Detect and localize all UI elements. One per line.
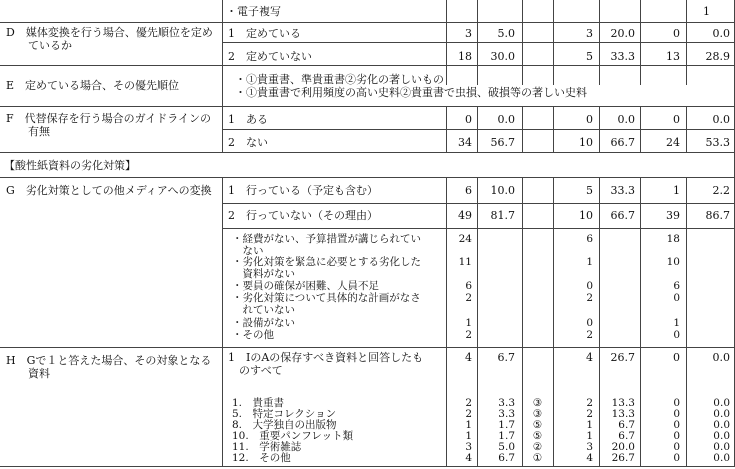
priority-line: ・①貴重書で利用頻度の高い史料②貴重書で虫損、破損等の著しい史料 [235, 86, 587, 99]
cell-count: 18 [458, 50, 472, 63]
cell-percent: 56.7 [490, 136, 515, 149]
priority-line: ・①貴重書、準貴重書②劣化の著しいもの [235, 73, 444, 86]
question-h-line1: H Gで１と答えた場合、その対象となる [6, 354, 212, 367]
row-label: 1 行っている（予定も含む） [228, 184, 378, 197]
cell-count: 1 [465, 419, 472, 431]
rank-mark: ③ [532, 397, 543, 409]
cell-count: 0 [586, 317, 593, 329]
cell-percent: 3.3 [498, 397, 515, 409]
cell-percent: 0.0 [713, 452, 730, 464]
cell-count: 1 [673, 317, 680, 329]
cell-percent: 20.0 [610, 27, 635, 40]
cell-percent: 10.0 [490, 184, 515, 197]
item-label: 12. その他 [232, 452, 291, 464]
cell-count: 1 [673, 184, 680, 197]
cell-percent: 28.9 [705, 50, 730, 63]
cell-count: 10 [579, 209, 593, 222]
cell-percent: 0.0 [497, 113, 515, 126]
cell-percent: 26.7 [611, 452, 635, 464]
cell-count: 0 [673, 430, 680, 442]
cell-count: 0 [673, 113, 680, 126]
cell-count: 0 [586, 113, 593, 126]
cell-percent: 13.3 [611, 408, 635, 420]
rule [222, 0, 223, 152]
cell-count: 0 [673, 419, 680, 431]
cell-count: 10 [666, 256, 680, 268]
rank-mark: ① [532, 452, 543, 464]
reason-line: れていない [232, 304, 295, 316]
question-g: G 劣化対策としての他メディアへの変換 [6, 184, 212, 197]
section-heading: 【酸性紙資料の劣化対策】 [4, 159, 136, 172]
cell-percent: 1.7 [498, 419, 515, 431]
row-label: 2 行っていない（その理由） [228, 209, 378, 222]
cell-percent: 0.0 [713, 430, 730, 442]
cell-count: 2 [586, 408, 593, 420]
item-label: 5. 特定コレクション [232, 408, 337, 420]
cell-count: 3 [465, 27, 472, 40]
cell-percent: 3.3 [498, 408, 515, 420]
rule [222, 177, 223, 467]
cell-percent: 0.0 [713, 441, 730, 453]
rule [222, 42, 735, 43]
cell-percent: 0.0 [617, 113, 635, 126]
cell-count: 1 [586, 430, 593, 442]
cell-count: 0 [673, 329, 680, 341]
cell-percent: 86.7 [705, 209, 730, 222]
cell-percent: 33.3 [610, 184, 635, 197]
cell-percent: 0.0 [713, 419, 730, 431]
cell-count: 0 [673, 397, 680, 409]
rule [0, 466, 735, 467]
reason-line: ・経費がない、予算措置が講じられてい [232, 233, 421, 245]
rule [0, 347, 735, 348]
cell-count: 4 [586, 351, 593, 364]
rule [686, 0, 687, 85]
cell-percent: 6.7 [498, 452, 515, 464]
cell-count: 10 [579, 136, 593, 149]
cell-count: 18 [666, 233, 680, 245]
question-e: E 定めている場合、その優先順位 [6, 79, 180, 92]
cell-count: 34 [458, 136, 472, 149]
rank-mark: ② [532, 441, 543, 453]
rank-mark: ⑤ [532, 419, 543, 431]
cell-percent: 1.7 [498, 430, 515, 442]
question-d-line1: D 媒体変換を行う場合、優先順位を定め [6, 26, 213, 39]
cell-count: 1 [465, 317, 472, 329]
row-label: 1 定めている [228, 27, 301, 40]
cell-count: 1 [586, 256, 593, 268]
reason-line: ない [232, 245, 264, 257]
cell-count: 24 [666, 136, 680, 149]
cell-percent: 66.7 [610, 136, 635, 149]
reason-line: ・劣化対策を緊急に必要とする劣化した [232, 256, 421, 268]
cell-count: 0 [673, 408, 680, 420]
rule [0, 106, 735, 107]
question-h-line2: 資料 [6, 367, 50, 380]
cell-percent: 13.3 [611, 397, 635, 409]
cell-percent: 0.0 [713, 408, 730, 420]
cell-percent: 26.7 [610, 351, 635, 364]
question-f-line2: 有無 [6, 125, 50, 138]
cell-count: 0 [673, 441, 680, 453]
cell-count: 3 [586, 441, 593, 453]
cell-count: 1 [586, 419, 593, 431]
reason-line: ・その他 [232, 329, 274, 341]
cell-percent: 6.7 [618, 419, 635, 431]
rule [477, 0, 478, 85]
rule [0, 177, 735, 178]
reason-line: 資料がない [232, 268, 295, 280]
cell-percent: 0.0 [712, 27, 730, 40]
rule [0, 65, 735, 66]
question-d-line2: ているか [6, 39, 72, 52]
cell-count: 0 [465, 113, 472, 126]
cell-percent: 0.0 [713, 397, 730, 409]
reason-line: ・劣化対策について具体的な計画がなさ [232, 292, 421, 304]
cell-count: 4 [465, 452, 472, 464]
rule [640, 0, 641, 85]
cell-count: 5 [586, 50, 593, 63]
cell-count: 2 [586, 292, 593, 304]
item-label: 8. 大学独自の出版物 [232, 419, 337, 431]
cell-percent: 30.0 [490, 50, 515, 63]
reason-line: ・設備がない [232, 317, 295, 329]
cell-count: 11 [458, 256, 472, 268]
rule [522, 0, 523, 85]
cell-count: 2 [465, 292, 472, 304]
cell-count: 2 [465, 397, 472, 409]
cell-count: 24 [458, 233, 472, 245]
cell-count: 3 [465, 441, 472, 453]
cell-count: 2 [465, 329, 472, 341]
cell-count: 0 [673, 292, 680, 304]
cell-count: 6 [586, 233, 593, 245]
rule [0, 22, 735, 23]
row-label: 1 ⅠのAの保存すべき資料と回答したも [228, 351, 424, 364]
cell-count: 0 [673, 452, 680, 464]
rank-mark: ③ [532, 408, 543, 420]
cell-percent: 6.7 [497, 351, 515, 364]
question-f-line1: F 代替保存を行う場合のガイドラインの [6, 112, 211, 125]
top-item-value: 1 [703, 5, 710, 18]
cell-percent: 2.2 [712, 184, 730, 197]
rule [222, 129, 735, 130]
item-label: 10. 重要パンフレット類 [232, 430, 354, 442]
item-label: 11. 学術雑誌 [232, 441, 302, 453]
cell-count: 49 [458, 209, 472, 222]
rule [599, 0, 600, 85]
row-label: 1 ある [228, 113, 268, 126]
rule [222, 228, 735, 229]
top-item-label: ・電子複写 [226, 5, 281, 18]
cell-percent: 33.3 [610, 50, 635, 63]
row-label: のすべて [228, 364, 283, 377]
cell-count: 1 [465, 430, 472, 442]
cell-count: 6 [465, 184, 472, 197]
cell-count: 2 [465, 408, 472, 420]
cell-count: 13 [666, 50, 680, 63]
cell-percent: 5.0 [498, 441, 515, 453]
cell-count: 39 [666, 209, 680, 222]
cell-count: 6 [465, 280, 472, 292]
cell-count: 2 [586, 397, 593, 409]
cell-count: 6 [673, 280, 680, 292]
rank-mark: ⑤ [532, 430, 543, 442]
cell-count: 5 [586, 184, 593, 197]
cell-percent: 66.7 [610, 209, 635, 222]
reason-line: ・要員の確保が困難、人員不足 [232, 280, 379, 292]
rule [0, 152, 735, 153]
rule [522, 106, 523, 152]
cell-percent: 6.7 [618, 430, 635, 442]
cell-percent: 0.0 [712, 113, 730, 126]
cell-count: 0 [673, 351, 680, 364]
cell-count: 2 [586, 329, 593, 341]
cell-count: 0 [586, 280, 593, 292]
cell-percent: 53.3 [705, 136, 730, 149]
rule [553, 0, 554, 85]
row-label: 2 定めていない [228, 50, 312, 63]
cell-count: 4 [586, 452, 593, 464]
cell-count: 4 [465, 351, 472, 364]
cell-percent: 81.7 [490, 209, 515, 222]
rule [222, 203, 735, 204]
cell-percent: 5.0 [497, 27, 515, 40]
cell-percent: 20.0 [611, 441, 635, 453]
cell-count: 3 [586, 27, 593, 40]
rule [446, 0, 447, 85]
cell-percent: 0.0 [712, 351, 730, 364]
row-label: 2 ない [228, 136, 268, 149]
cell-count: 0 [673, 27, 680, 40]
item-label: 1. 貴重書 [232, 397, 285, 409]
